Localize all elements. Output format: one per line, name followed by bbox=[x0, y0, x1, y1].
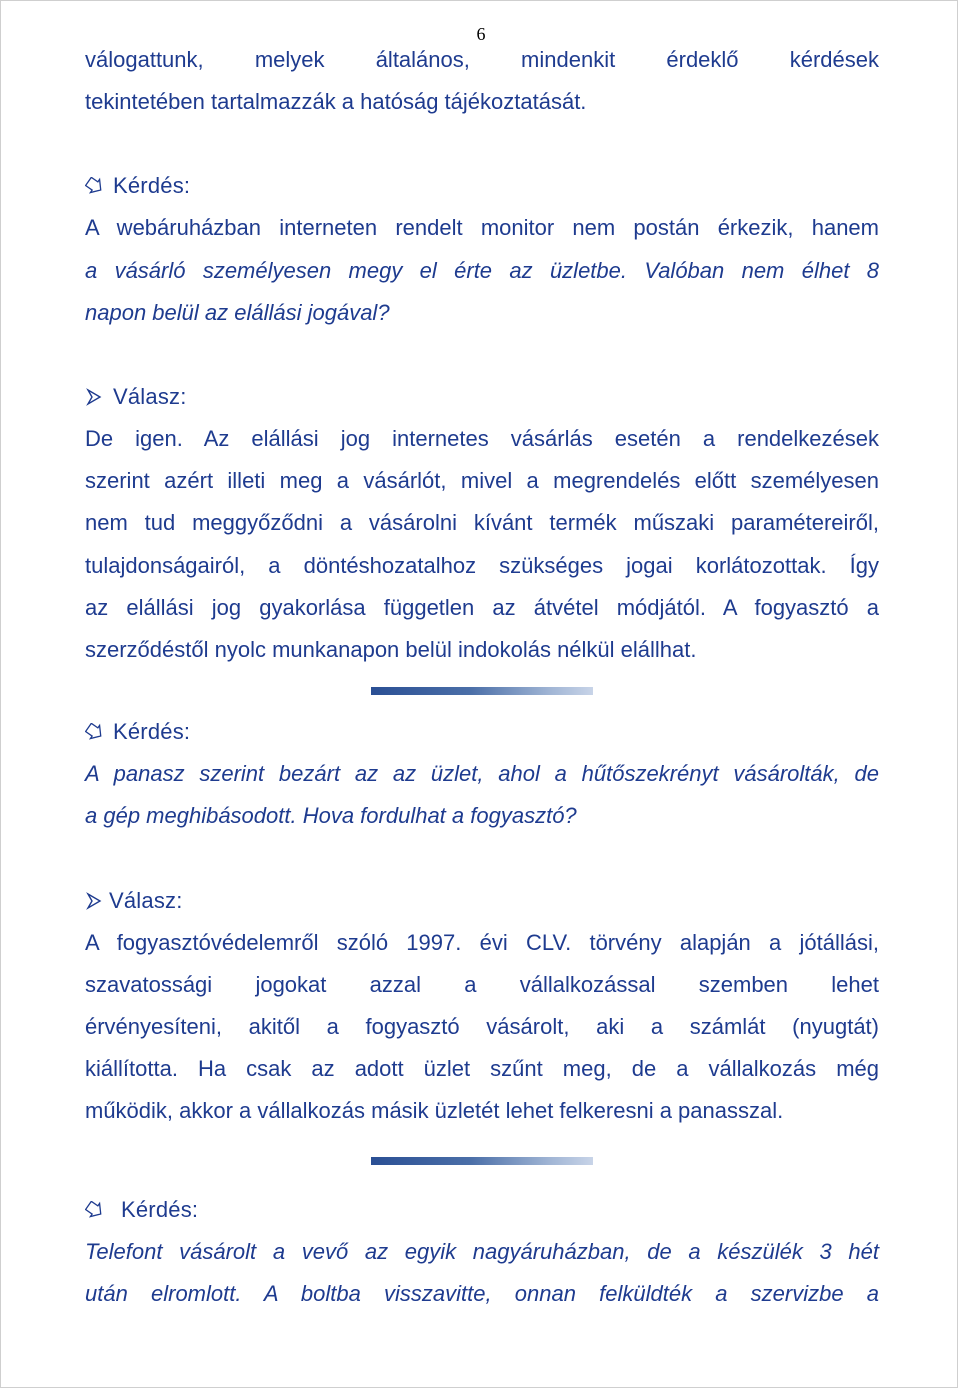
answer-line: érvényesíteni, akitől a fogyasztó vásárolt, aki a számlát (nyugtát) bbox=[85, 1014, 879, 1040]
answer-heading bbox=[85, 376, 879, 418]
question-label: Kérdés: bbox=[121, 1196, 199, 1222]
question-line: a gép meghibásodott. Hova fordulhat a fogyasztó? bbox=[85, 803, 577, 829]
hollow-arrow-icon bbox=[85, 175, 111, 197]
answer-label: Válasz: bbox=[109, 887, 183, 913]
question-line: A webáruházban interneten rendelt monitor nem postán érkezik, hanem bbox=[85, 215, 879, 241]
answer-line: A fogyasztóvédelemről szóló 1997. évi CLV. törvény alapján a jótállási, bbox=[85, 929, 879, 955]
answer-label: Válasz: bbox=[113, 384, 187, 410]
chevron-arrow-icon bbox=[85, 386, 111, 408]
question-heading bbox=[85, 165, 879, 207]
question-text bbox=[85, 207, 879, 334]
intro-line: tekintetében tartalmazzák a hatóság tájékoztatását. bbox=[85, 89, 587, 115]
question-text bbox=[85, 1231, 879, 1315]
question-line: a vásárló személyesen megy el érte az üzletbe. Valóban nem élhet 8 bbox=[85, 257, 879, 283]
section-divider-wrap bbox=[85, 1133, 879, 1189]
answer-line: szavatossági jogokat azzal a vállalkozással szemben lehet bbox=[85, 971, 879, 997]
page-content bbox=[85, 39, 879, 1315]
answer-line: De igen. Az elállási jog internetes vásárlás esetén a rendelkezések bbox=[85, 426, 879, 452]
answer-line: nem tud meggyőződni a vásárolni kívánt termék műszaki paramétereiről, bbox=[85, 510, 879, 536]
answer-line: tulajdonságairól, a döntéshozatalhoz szükséges jogai korlátozottak. Így bbox=[85, 552, 879, 578]
chevron-arrow-icon bbox=[85, 890, 107, 912]
question-line: napon belül az elállási jogával? bbox=[85, 299, 390, 325]
answer-text bbox=[85, 922, 879, 1133]
section-divider-wrap bbox=[85, 671, 879, 711]
hollow-arrow-icon bbox=[85, 721, 111, 743]
answer-line: kiállította. Ha csak az adott üzlet szűnt meg, de a vállalkozás még bbox=[85, 1056, 879, 1082]
section-divider bbox=[371, 687, 593, 695]
question-heading bbox=[85, 711, 879, 753]
answer-line: az elállási jog gyakorlása független az átvétel módjától. A fogyasztó a bbox=[85, 594, 879, 620]
intro-paragraph bbox=[85, 39, 879, 123]
answer-line: szerint azért illeti meg a vásárlót, mivel a megrendelés előtt személyesen bbox=[85, 468, 879, 494]
answer-line: szerződéstől nyolc munkanapon belül indokolás nélkül elállhat. bbox=[85, 637, 697, 663]
question-heading bbox=[85, 1189, 879, 1231]
intro-line: válogattunk, melyek általános, mindenkit érdeklő kérdések bbox=[85, 47, 879, 72]
hollow-arrow-icon bbox=[85, 1199, 119, 1221]
answer-line: működik, akkor a vállalkozás másik üzletét lehet felkeresni a panasszal. bbox=[85, 1098, 784, 1124]
question-label: Kérdés: bbox=[113, 719, 191, 745]
question-line: A panasz szerint bezárt az az üzlet, ahol a hűtőszekrényt vásárolták, de bbox=[85, 761, 879, 787]
question-line: Telefont vásárolt a vevő az egyik nagyáruházban, de a készülék 3 hét bbox=[85, 1238, 879, 1264]
answer-heading bbox=[85, 880, 879, 922]
page-number: 6 bbox=[476, 24, 486, 44]
question-line: után elromlott. A boltba visszavitte, onnan felküldték a szervizbe a bbox=[85, 1280, 879, 1306]
question-label: Kérdés: bbox=[113, 173, 191, 199]
section-divider bbox=[371, 1157, 593, 1165]
answer-text bbox=[85, 418, 879, 671]
question-text bbox=[85, 753, 879, 837]
